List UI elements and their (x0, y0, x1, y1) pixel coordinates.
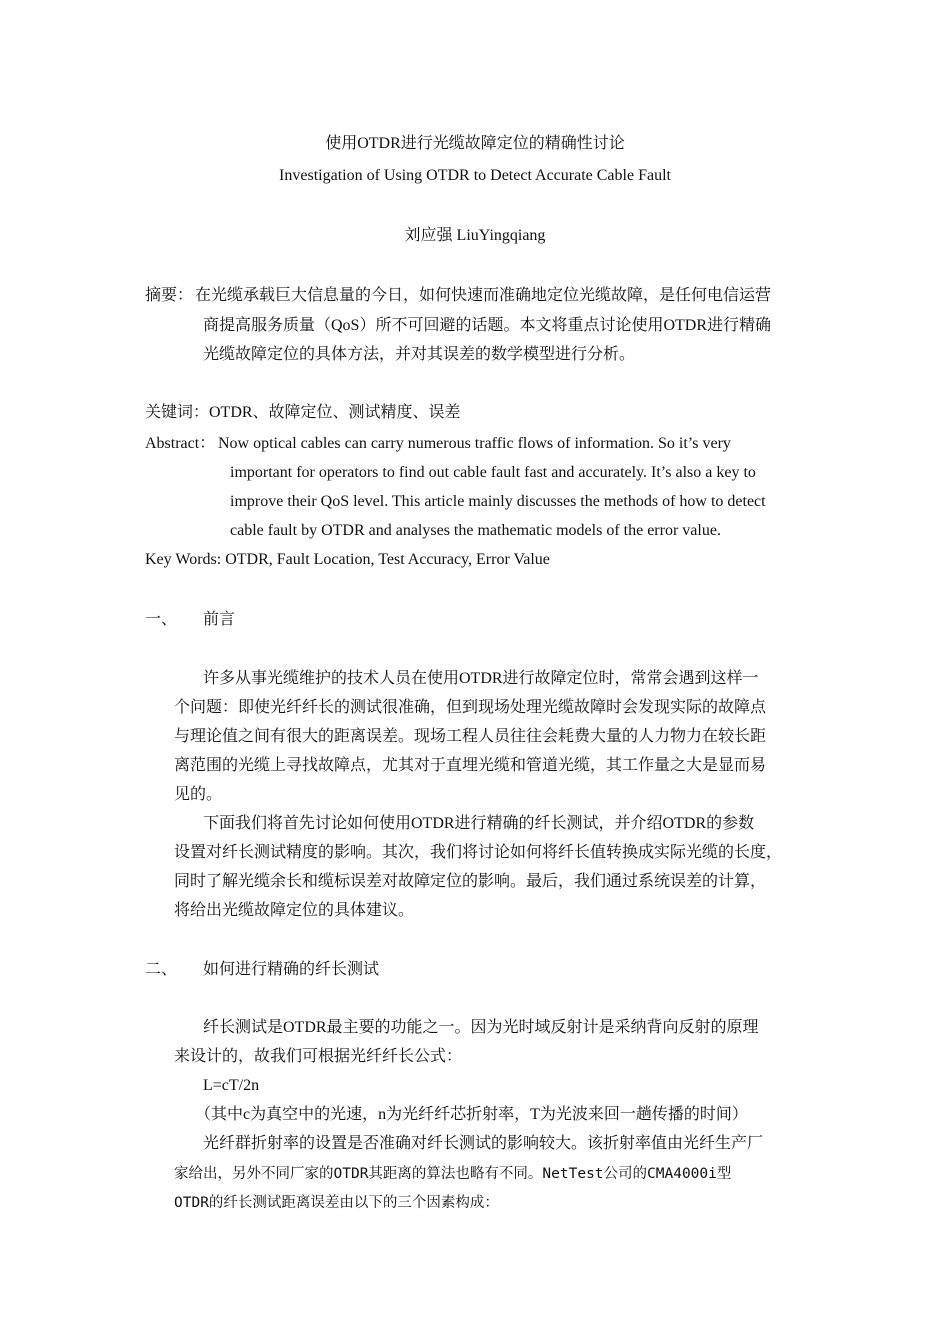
section1-para-line: 设置对纤长测试精度的影响。其次，我们将讨论如何将纤长值转换成实际光缆的长度， (174, 844, 783, 861)
abstract-en-line: Now optical cables can carry numerous traffic flows of information. So it’s very (218, 435, 731, 452)
abstract-en-label: Abstract： (145, 435, 216, 452)
section1-para-line: 同时了解光缆余长和缆标误差对故障定位的影响。最后，我们通过系统误差的计算， (174, 873, 767, 890)
abstract-cn-line: 在光缆承载巨大信息量的今日，如何快速而准确地定位光缆故障，是任何电信运营 (195, 287, 772, 304)
section1-number: 一、 (145, 611, 178, 628)
keywords-cn: 关键词：OTDR、故障定位、测试精度、误差 (145, 404, 461, 421)
abstract-en-line: improve their QoS level. This article mainly discusses the methods of how to detect (230, 493, 766, 510)
section1-para-line: 将给出光缆故障定位的具体建议。 (174, 902, 415, 919)
formula: L=cT/2n (203, 1077, 260, 1094)
section1-para-line: 见的。 (174, 786, 223, 803)
section1-para-line: 离范围的光缆上寻找故障点，尤其对于直埋光缆和管道光缆，其工作量之大是显而易 (174, 757, 767, 774)
section2-para-line: OTDR的纤长测试距离误差由以下的三个因素构成： (174, 1195, 499, 1211)
section2-number: 二、 (145, 961, 178, 978)
section1-para-line: 下面我们将首先讨论如何使用OTDR进行精确的纤长测试，并介绍OTDR的参数 (203, 815, 755, 832)
title-cn: 使用OTDR进行光缆故障定位的精确性讨论 (325, 135, 625, 152)
section1-para-line: 许多从事光缆维护的技术人员在使用OTDR进行故障定位时，常常会遇到这样一 (203, 670, 759, 687)
section2-title: 如何进行精确的纤长测试 (203, 961, 380, 978)
formula-note: （其中c为真空中的光速，n为光纤纤芯折射率，T为光波来回一趟传播的时间） (195, 1106, 748, 1123)
section1-para-line: 个问题：即使光纤纤长的测试很准确，但到现场处理光缆故障时会发现实际的故障点 (174, 699, 767, 716)
abstract-cn-label: 摘要： (145, 287, 194, 304)
section2-para-line: 来设计的，故我们可根据光纤纤长公式： (174, 1048, 463, 1065)
author: 刘应强 LiuYingqiang (404, 227, 546, 244)
section2-para-line: 家给出，另外不同厂家的OTDR其距离的算法也略有不同。NetTest公司的CMA4000i型 (174, 1166, 732, 1182)
abstract-en-line: cable fault by OTDR and analyses the mathematic models of the error value. (230, 522, 721, 539)
abstract-cn-line: 商提高服务质量（QoS）所不可回避的话题。本文将重点讨论使用OTDR进行精确 (203, 317, 772, 334)
title-en: Investigation of Using OTDR to Detect Accurate Cable Fault (279, 167, 671, 184)
section2-para-line: 纤长测试是OTDR最主要的功能之一。因为光时域反射计是采纳背向反射的原理 (203, 1019, 759, 1036)
keywords-en: Key Words: OTDR, Fault Location, Test Accuracy, Error Value (145, 551, 550, 568)
abstract-cn-line: 光缆故障定位的具体方法，并对其误差的数学模型进行分析。 (203, 346, 636, 363)
section1-title: 前言 (203, 611, 236, 628)
section2-para-line: 光纤群折射率的设置是否准确对纤长测试的影响较大。该折射率值由光纤生产厂 (203, 1135, 764, 1152)
abstract-en-line: important for operators to find out cable fault fast and accurately. It’s also a key to (230, 464, 756, 481)
section1-para-line: 与理论值之间有很大的距离误差。现场工程人员往往会耗费大量的人力物力在较长距 (174, 728, 767, 745)
